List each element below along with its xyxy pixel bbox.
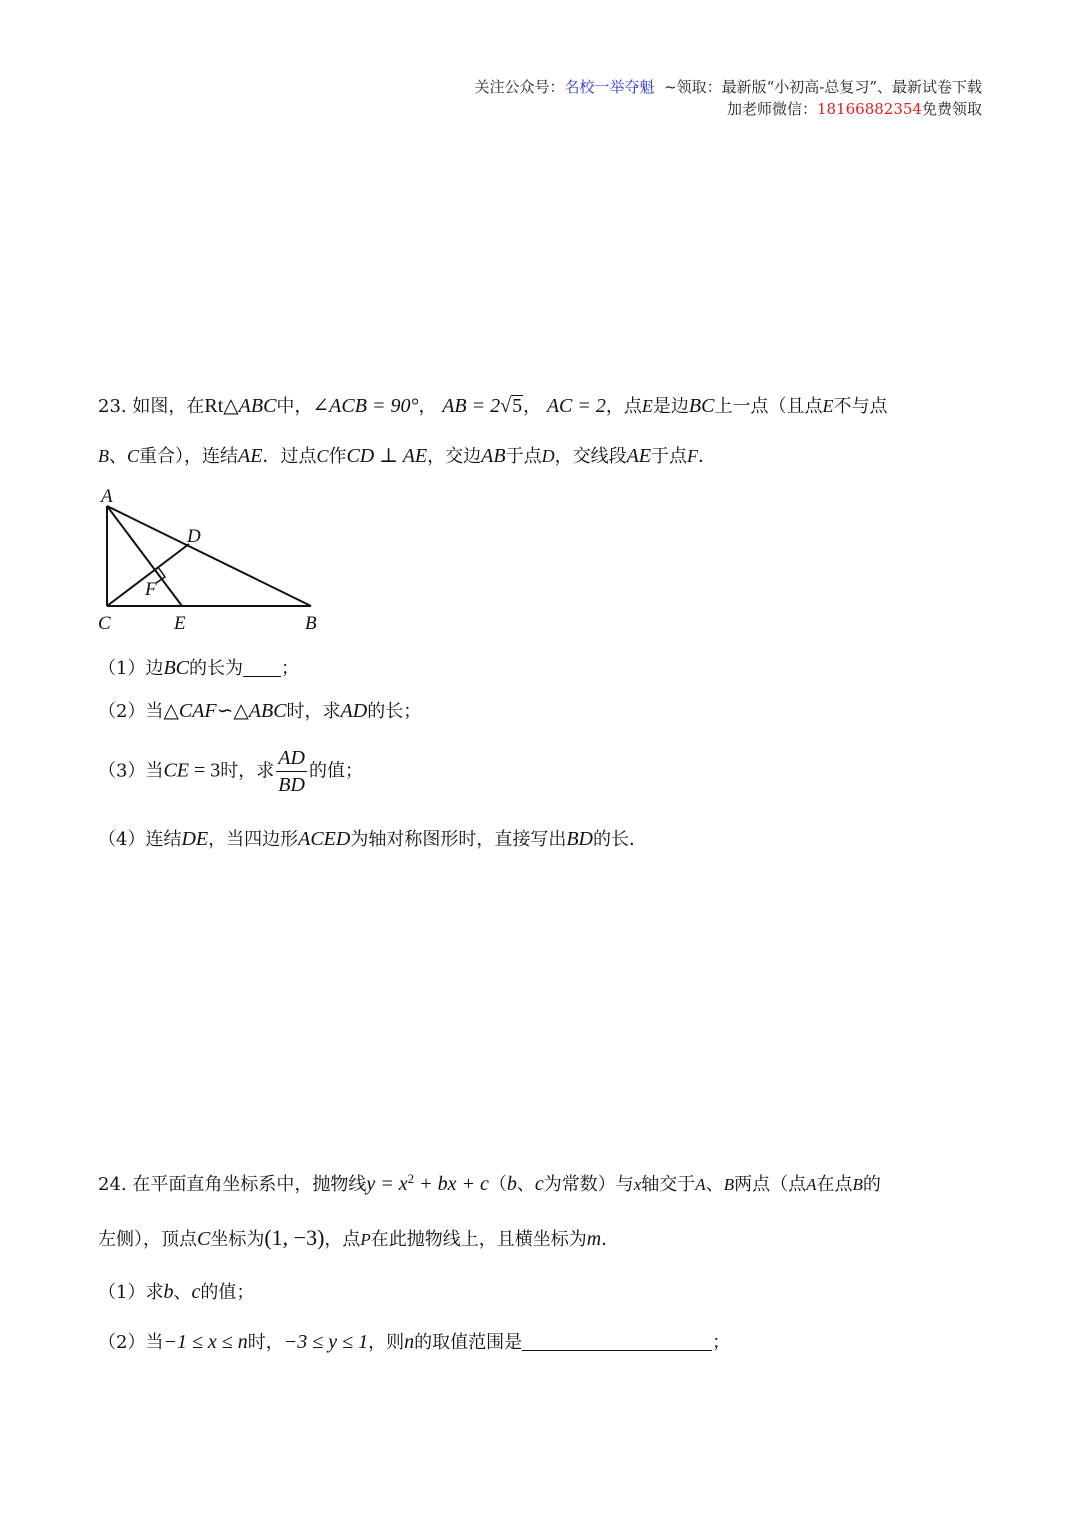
q23-segment: DE bbox=[181, 828, 209, 850]
q23-text: ， bbox=[523, 396, 542, 417]
q23-sub4-label: （4）连结 bbox=[98, 829, 182, 850]
figure-label-e: E bbox=[174, 613, 186, 634]
q23-text: 、 bbox=[109, 446, 127, 467]
header-brand-name: 名校一举夺魁 bbox=[564, 78, 655, 96]
q23-point: C bbox=[127, 446, 140, 466]
q24-var: n bbox=[404, 1331, 415, 1353]
q23-text: 时，求 bbox=[220, 760, 275, 782]
q24-vertex-coordinate: (1, −3) bbox=[264, 1225, 325, 1250]
q24-text: 在平面直角坐标系中，抛物线 bbox=[132, 1174, 367, 1195]
q23-text: ，点 bbox=[605, 396, 642, 417]
q23-point: E bbox=[641, 396, 653, 416]
q24-var: m bbox=[586, 1228, 602, 1250]
q24-line-1 bbox=[98, 1170, 881, 1196]
q24-point: P bbox=[360, 1230, 371, 1249]
q23-sub-2 bbox=[98, 697, 421, 723]
q23-text: 的长为 bbox=[189, 658, 244, 679]
q24-number: 24. bbox=[98, 1174, 133, 1195]
q23-ab-root: 5 bbox=[512, 395, 523, 417]
q23-text: ； bbox=[281, 658, 300, 679]
q24-point: A bbox=[695, 1175, 706, 1194]
q24-text: 坐标为 bbox=[210, 1229, 265, 1250]
q23-text: ．过点 bbox=[262, 446, 317, 467]
q23-triangle-abc: △ABC bbox=[233, 700, 287, 722]
q23-text: 为轴对称图形时，直接写出 bbox=[350, 829, 567, 850]
q24-text: 在点 bbox=[816, 1174, 853, 1195]
q23-ac-value: AC = 2 bbox=[546, 395, 606, 417]
q23-segment: AE bbox=[238, 445, 263, 467]
answer-blank[interactable] bbox=[522, 1332, 712, 1351]
q23-segment: AD bbox=[340, 700, 368, 722]
q23-fraction-ad-bd bbox=[276, 745, 307, 798]
q23-text: ，交线段 bbox=[554, 446, 627, 467]
q24-var: x bbox=[633, 1175, 642, 1194]
q24-text: 、 bbox=[173, 1282, 192, 1303]
q23-angle-acb: ∠ACB = 90° bbox=[312, 395, 419, 417]
q24-text: 轴交于 bbox=[641, 1174, 696, 1195]
q23-triangle-figure bbox=[90, 482, 340, 637]
q23-text: 的长． bbox=[593, 829, 648, 850]
q24-text: 的取值范围是 bbox=[414, 1332, 523, 1353]
segment-ab bbox=[107, 506, 311, 606]
q23-sub3-label: （3）当 bbox=[98, 760, 164, 782]
q23-abc: ABC bbox=[238, 395, 277, 417]
q23-segment: BC bbox=[163, 657, 190, 679]
q24-var: b bbox=[163, 1281, 174, 1303]
q23-text: 时，求 bbox=[286, 701, 341, 722]
q23-sub-3 bbox=[98, 745, 363, 798]
header-line-1 bbox=[474, 76, 982, 98]
q23-text: 不与点 bbox=[833, 396, 888, 417]
q24-point: B bbox=[852, 1175, 863, 1194]
q23-segment: BD bbox=[566, 828, 594, 850]
q23-quadrilateral: ACED bbox=[298, 828, 351, 850]
q23-point: C bbox=[316, 446, 329, 466]
q23-segment: AE bbox=[626, 445, 652, 467]
q24-var: b bbox=[506, 1173, 517, 1195]
q24-text: 时， bbox=[247, 1332, 284, 1353]
q23-text: 如图，在 bbox=[132, 396, 205, 417]
q23-text: 中， bbox=[276, 396, 313, 417]
q24-text: 的值； bbox=[200, 1282, 255, 1303]
header-free-label: 免费领取 bbox=[921, 100, 982, 118]
q23-text: ，交边 bbox=[427, 446, 482, 467]
q23-triangle-caf: △CAF bbox=[163, 700, 217, 722]
figure-label-a: A bbox=[101, 486, 113, 507]
answer-blank[interactable] bbox=[243, 658, 281, 677]
q23-text: 上一点（且点 bbox=[714, 396, 823, 417]
q24-text: ． bbox=[601, 1229, 620, 1250]
q23-sub2-label: （2）当 bbox=[98, 701, 164, 722]
q23-line-1: 23. 如图，在Rt△ABC中，∠ACB = 90°， AB = 2√5， AC = 2，点E是边BC上一点（且点E不与点 bbox=[98, 395, 888, 417]
fraction-numerator: AD bbox=[276, 745, 307, 772]
q24-text: 两点（点 bbox=[734, 1174, 807, 1195]
q23-ab-value: AB = 2 bbox=[442, 395, 501, 417]
figure-label-c: C bbox=[98, 613, 111, 634]
q24-sub-2 bbox=[98, 1328, 730, 1354]
q24-equation: y = x bbox=[366, 1173, 408, 1195]
q23-text: 是边 bbox=[652, 396, 689, 417]
q23-text: ． bbox=[698, 446, 717, 467]
q24-text: ； bbox=[712, 1332, 731, 1353]
q24-line-2 bbox=[98, 1225, 619, 1251]
q24-sub2-label: （2）当 bbox=[98, 1332, 164, 1353]
q24-sub-1 bbox=[98, 1278, 254, 1304]
q23-text: 重合），连结 bbox=[139, 446, 239, 467]
q23-segment: CE bbox=[163, 759, 190, 782]
q24-sub1-label: （1）求 bbox=[98, 1282, 164, 1303]
q24-point: B bbox=[723, 1175, 735, 1194]
q24-text: 在此抛物线上，且横坐标为 bbox=[370, 1229, 587, 1250]
q24-text: 为常数）与 bbox=[543, 1174, 634, 1195]
fraction-denominator: BD bbox=[278, 774, 305, 796]
header-download-note: ~领取：最新版“小初高-总复习”、最新试卷下载 bbox=[654, 78, 982, 96]
q23-rt-triangle: Rt△ bbox=[204, 395, 239, 417]
header-phone-number: 18166882354 bbox=[817, 100, 922, 118]
q23-sub-1 bbox=[98, 654, 299, 680]
figure-label-b: B bbox=[305, 613, 317, 634]
q24-text: ，则 bbox=[368, 1332, 405, 1353]
q23-line-2 bbox=[98, 442, 716, 468]
q24-point: A bbox=[806, 1175, 817, 1194]
q23-point: B bbox=[98, 446, 109, 466]
q23-ce-value: = 3 bbox=[189, 759, 221, 782]
q23-point: D bbox=[541, 446, 555, 466]
q23-number: 23. bbox=[98, 396, 133, 417]
q23-similar-symbol: ∽ bbox=[216, 700, 234, 722]
q23-segment: AB bbox=[481, 445, 506, 467]
q23-sub1-label: （1）边 bbox=[98, 658, 164, 679]
q23-text: ， bbox=[418, 396, 437, 417]
q24-text: （ bbox=[488, 1174, 507, 1195]
header-wechat-label: 加老师微信： bbox=[726, 100, 817, 118]
q23-cd-perp-ae: CD ⊥ AE bbox=[346, 445, 428, 467]
header-follow-label: 关注公众号： bbox=[474, 78, 565, 96]
q23-segment: BC bbox=[688, 395, 715, 417]
q23-text: 于点 bbox=[651, 446, 688, 467]
q24-text: 、 bbox=[705, 1174, 724, 1195]
figure-label-f: F bbox=[145, 579, 157, 600]
header-line-2 bbox=[727, 98, 982, 120]
q24-var: c bbox=[534, 1173, 544, 1195]
q24-var: c bbox=[191, 1281, 201, 1303]
q24-equation-rest: + bx + c bbox=[414, 1173, 489, 1195]
q24-text: 、 bbox=[516, 1174, 535, 1195]
q24-text: ，点 bbox=[324, 1229, 361, 1250]
q23-point: F bbox=[687, 446, 699, 466]
q23-text: 的长； bbox=[367, 701, 422, 722]
q23-text: ，当四边形 bbox=[208, 829, 299, 850]
q23-text: 于点 bbox=[505, 446, 542, 467]
q24-text: 的 bbox=[862, 1174, 881, 1195]
q24-y-range: −3 ≤ y ≤ 1 bbox=[283, 1331, 369, 1353]
q23-sub-4 bbox=[98, 825, 647, 851]
q24-x-range: −1 ≤ x ≤ n bbox=[163, 1331, 248, 1353]
q23-text: 的值； bbox=[308, 760, 363, 782]
q24-text: 左侧），顶点 bbox=[98, 1229, 197, 1250]
q24-exponent: 2 bbox=[407, 1171, 415, 1186]
q23-point: E bbox=[822, 396, 834, 416]
q23-text: 作 bbox=[328, 446, 347, 467]
figure-label-d: D bbox=[187, 526, 201, 547]
q24-point: C bbox=[197, 1228, 211, 1250]
